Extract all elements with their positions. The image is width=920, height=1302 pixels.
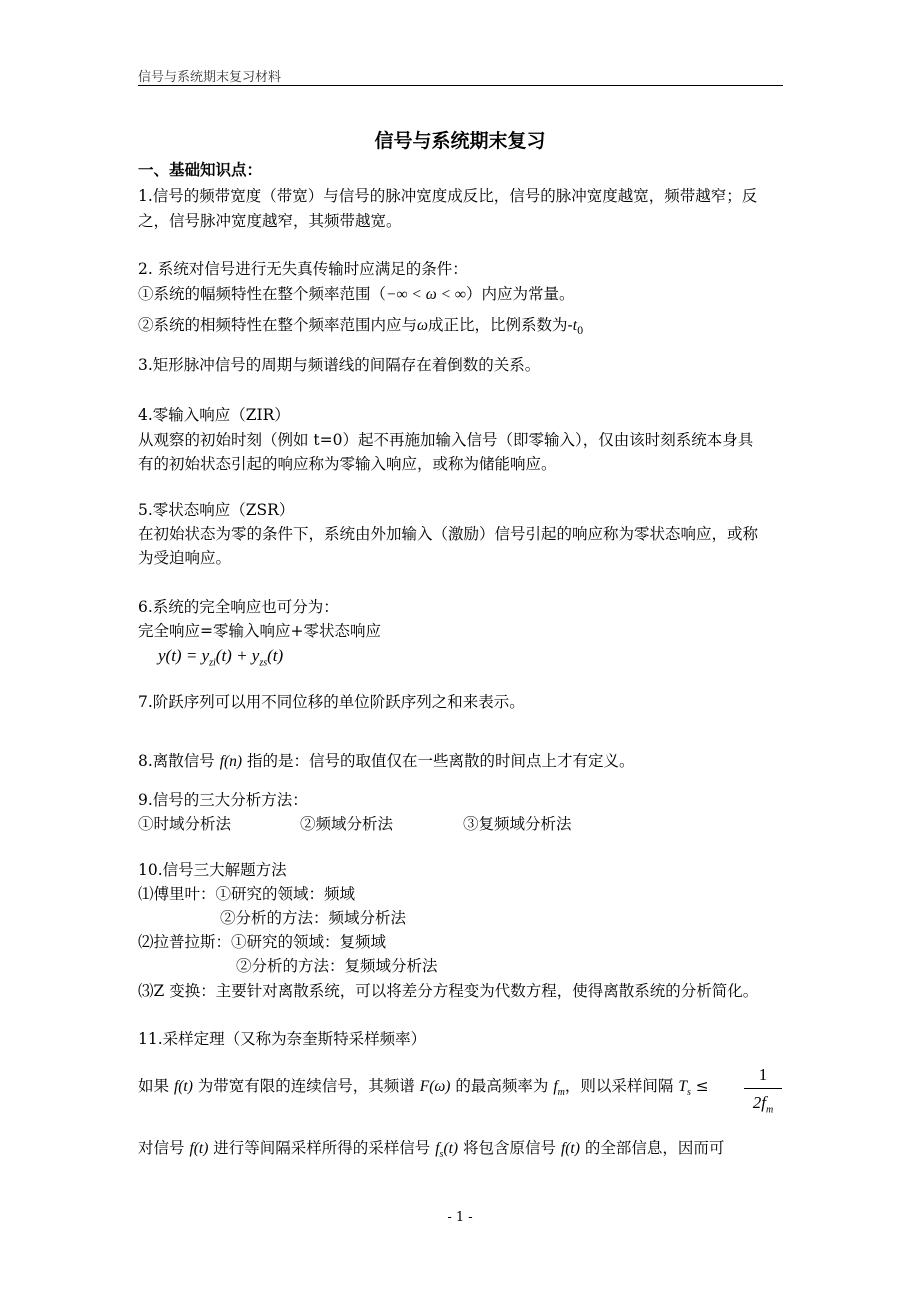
leq-symbol: ≤ (690, 1077, 709, 1095)
item-6-line-1: 6.系统的完全响应也可分为： (138, 598, 339, 616)
fs-symbol: f (435, 1140, 440, 1157)
ft-symbol-3: f(t) (560, 1140, 580, 1157)
item-11-text-b: 为带宽有限的连续信号，其频谱 (192, 1077, 420, 1095)
item-5-line-1: 5.零状态响应（ZSR） (138, 501, 295, 519)
ts-symbol: T (678, 1078, 687, 1095)
running-header: 信号与系统期末复习材料 (138, 70, 282, 85)
item-10-line-1: 10.信号三大解题方法 (138, 861, 287, 879)
item-11-text-g: 将包含原信号 (458, 1139, 561, 1157)
ts-subscript: s (686, 1087, 691, 1099)
ft-symbol: f(t) (173, 1078, 193, 1095)
item-3: 3.矩形脉冲信号的周期与频谱线的间隔存在着倒数的关系。 (138, 356, 541, 374)
item-11-text-c: 的最高频率为 (450, 1077, 554, 1095)
item-11-line-1: 11.采样定理（又称为奈奎斯特采样频率） (138, 1030, 427, 1048)
item-1-line-2: 之，信号脉冲宽度越窄，其频带越宽。 (138, 212, 402, 230)
item-10-line-3: ②分析的方法：频域分析法 (220, 909, 407, 927)
item-1-line-1: 1.信号的频带宽度（带宽）与信号的脉冲宽度成反比，信号的脉冲宽度越宽，频带越窄；反 (138, 187, 758, 205)
omega-symbol: ω (417, 317, 428, 334)
item-11-text-e: 对信号 (138, 1139, 190, 1157)
item-10-line-5: ②分析的方法：复频域分析法 (236, 957, 438, 975)
item-11-text-d: ，则以采样间隔 (564, 1077, 679, 1095)
item-8-text-a: 8.离散信号 (138, 752, 220, 770)
eq-part-c: (t) (267, 646, 284, 665)
item-8-text-b: 指的是：信号的取值仅在一些离散的时间点上才有定义。 (242, 752, 635, 770)
fraction-denominator (742, 1089, 784, 1124)
item-4-line-1: 4.零输入响应（ZIR） (138, 406, 290, 424)
fm-symbol: f (553, 1078, 558, 1095)
item-9-method-3: ③复频域分析法 (463, 815, 572, 833)
spectrum-symbol: F(ω) (419, 1078, 451, 1095)
item-11-text-h: 的全部信息，因而可 (579, 1139, 725, 1157)
eq-sub-zs: zs (259, 657, 268, 669)
frequency-range-formula: −∞ < ω < ∞ (386, 286, 466, 303)
item-2-text-b: ）内应为常量。 (465, 285, 575, 303)
fs-subscript: s (439, 1149, 444, 1161)
eq-part-a: y(t) = y (158, 646, 210, 665)
fraction-numerator: 1 (758, 1065, 768, 1084)
item-2-line-2 (138, 284, 574, 305)
item-10-line-6: ⑶Z 变换：主要针对离散系统，可以将差分方程变为代数方程，使得离散系统的分析简化。 (138, 982, 759, 1000)
item-2-text-d: 成正比，比例系数为- (427, 316, 573, 334)
sampling-interval-fraction (742, 1062, 784, 1124)
denominator-text: 2f (752, 1093, 766, 1112)
item-7: 7.阶跃序列可以用不同位移的单位阶跃序列之和来表示。 (138, 693, 525, 711)
item-2-text-c: ②系统的相频特性在整个频率范围内应与 (138, 316, 418, 334)
item-8 (138, 751, 635, 772)
discrete-signal-fn: f(n) (219, 753, 243, 770)
eq-part-b: (t) + y (215, 646, 260, 665)
t0-symbol: t (572, 317, 578, 334)
item-11-line-3 (138, 1138, 724, 1165)
item-9-method-1: ①时域分析法 (138, 815, 232, 833)
item-9-line-1: 9.信号的三大分析方法： (138, 791, 308, 809)
item-2-line-3 (138, 315, 583, 342)
ft-symbol-2: f(t) (189, 1140, 209, 1157)
complete-response-equation (158, 646, 283, 673)
item-10-line-4: ⑵拉普拉斯：①研究的领域：复频域 (138, 933, 387, 951)
item-6-line-2: 完全响应=零输入响应+零状态响应 (138, 622, 381, 640)
page-title: 信号与系统期末复习 (374, 130, 546, 152)
item-2-text-a: ①系统的幅频特性在整个频率范围（ (138, 285, 387, 303)
item-2-line-1: 2. 系统对信号进行无失真传输时应满足的条件： (138, 260, 468, 278)
item-11-text-f: 进行等间隔采样所得的采样信号 (208, 1139, 436, 1157)
section-heading: 一、基础知识点： (138, 161, 263, 179)
header-rule (138, 85, 783, 86)
item-4-line-3: 有的初始状态引起的响应称为零输入响应，或称为储能响应。 (138, 455, 557, 473)
item-5-line-3: 为受迫响应。 (138, 549, 232, 567)
item-10-line-2: ⑴傅里叶：①研究的领域：频域 (138, 885, 356, 903)
eq-sub-zi: zi (209, 657, 216, 669)
item-9-method-2: ②频域分析法 (300, 815, 394, 833)
item-11-line-2 (138, 1076, 709, 1103)
t0-subscript: 0 (577, 326, 584, 338)
item-4-line-2: 从观察的初始时刻（例如 t=0）起不再施加输入信号（即零输入），仅由该时刻系统本身具 (138, 431, 754, 449)
fs-argument: (t) (443, 1140, 459, 1157)
item-11-text-a: 如果 (138, 1077, 174, 1095)
denominator-subscript: m (766, 1104, 774, 1116)
page-number: - 1 - (447, 1210, 473, 1225)
item-5-line-2: 在初始状态为零的条件下，系统由外加输入（激励）信号引起的响应称为零状态响应，或称 (138, 525, 759, 543)
fm-subscript: m (557, 1087, 565, 1099)
